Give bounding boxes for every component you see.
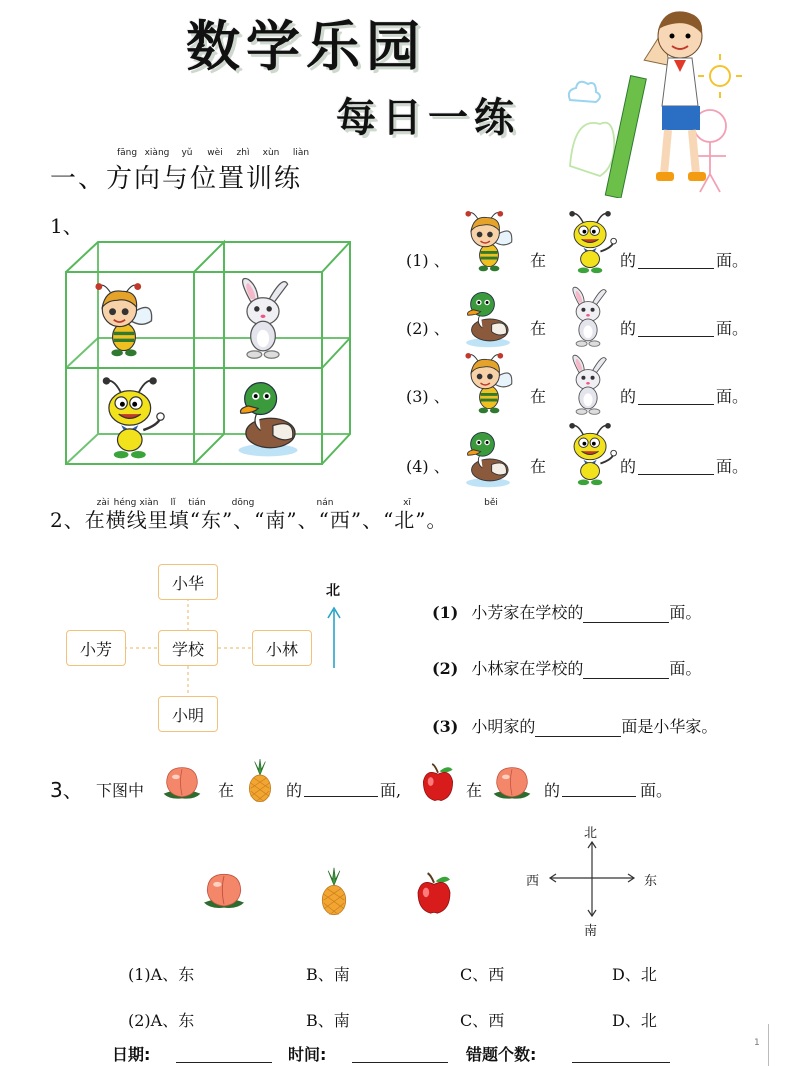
question2-item <box>432 600 772 622</box>
de-text: 的 <box>620 251 637 270</box>
answer-blank[interactable] <box>304 780 378 797</box>
question1-item <box>406 350 786 422</box>
peach-icon <box>158 760 206 806</box>
pinyin: héng <box>113 498 137 508</box>
item-number: (3) 、 <box>406 387 450 406</box>
zai-text: 在 <box>530 387 547 406</box>
pinyin: tián <box>188 498 206 508</box>
q3-text-6: 的 <box>544 781 561 800</box>
errors-blank[interactable] <box>572 1046 670 1063</box>
pinyin: xiàng <box>144 148 170 158</box>
question-suffix: 面。 <box>669 603 702 622</box>
question-suffix: 面。 <box>669 659 702 678</box>
mian-text: 面。 <box>716 251 749 270</box>
q3-text-1: 下图中 <box>96 781 145 800</box>
option-2a[interactable]: (2)A、东 <box>128 1011 195 1030</box>
box-school: 学校 <box>158 630 218 666</box>
compass-north-label: 北 <box>584 826 598 841</box>
pinyin: dōng <box>231 498 255 508</box>
page-subtitle: 每日一练 <box>336 94 520 141</box>
rabbit-icon <box>560 354 616 418</box>
duck-icon <box>460 286 516 350</box>
answer-blank[interactable] <box>638 456 714 475</box>
de-text: 的 <box>620 319 637 338</box>
item-number: (1) <box>432 603 459 622</box>
pinyin: nán <box>316 498 334 508</box>
zai-text: 在 <box>530 457 547 476</box>
apple-icon <box>416 760 460 806</box>
section1-heading: 一、方向与位置训练 <box>50 164 303 194</box>
bee-icon <box>460 210 518 276</box>
boy-with-pencil-illustration <box>560 6 760 198</box>
pinyin: yǔ <box>181 148 193 158</box>
box-xiaohua: 小华 <box>158 564 218 600</box>
rabbit-icon <box>560 286 616 350</box>
pinyin: zhì <box>236 148 250 158</box>
item-number: (3) <box>432 717 459 736</box>
compass-diagram <box>544 838 640 920</box>
page-title: 数学乐园 <box>186 14 426 78</box>
q3-text-3: 的 <box>286 781 303 800</box>
peach-icon <box>198 866 250 916</box>
q3-text-2: 在 <box>218 781 235 800</box>
page-edge-line <box>768 1024 769 1066</box>
answer-blank[interactable] <box>638 318 714 337</box>
answer-blank[interactable] <box>535 720 621 737</box>
item-number: (1) 、 <box>406 251 450 270</box>
q3-text-7: 面。 <box>640 781 673 800</box>
answer-blank[interactable] <box>583 606 669 623</box>
answer-blank[interactable] <box>638 250 714 269</box>
apple-icon <box>410 868 458 920</box>
answer-blank[interactable] <box>583 662 669 679</box>
option-2d[interactable]: D、北 <box>612 1011 657 1030</box>
page-number: 1 <box>754 1038 760 1048</box>
pinyin: xùn <box>262 148 280 158</box>
question-text: 小芳家在学校的 <box>471 603 584 622</box>
cube-grid-diagram <box>60 238 360 470</box>
compass-east-label: 东 <box>644 874 658 889</box>
compass-south-label: 南 <box>584 924 598 939</box>
option-1d[interactable]: D、北 <box>612 965 657 984</box>
footer-date-label: 日期: <box>112 1045 151 1064</box>
bee-icon <box>460 352 518 418</box>
answer-blank[interactable] <box>638 386 714 405</box>
pinyin: fāng <box>116 148 138 158</box>
pinyin: xiàn <box>139 498 159 508</box>
question3-number: 3、 <box>50 778 83 802</box>
ant-icon <box>562 210 620 276</box>
answer-blank[interactable] <box>562 780 636 797</box>
mian-text: 面。 <box>716 387 749 406</box>
de-text: 的 <box>620 387 637 406</box>
question2-item <box>432 656 772 678</box>
footer-errors-label: 错题个数: <box>466 1045 537 1064</box>
time-blank[interactable] <box>352 1046 448 1063</box>
question2-item <box>432 714 772 736</box>
question1-item <box>406 420 786 492</box>
section2-heading: 2、在横线里填“东”、“南”、“西”、“北”。 <box>50 508 448 532</box>
peach-icon <box>488 760 536 806</box>
box-xiaofang: 小芳 <box>66 630 126 666</box>
item-number: (2) 、 <box>406 319 450 338</box>
question-text: 小林家在学校的 <box>471 659 584 678</box>
option-2b[interactable]: B、南 <box>306 1011 350 1030</box>
option-1b[interactable]: B、南 <box>306 965 350 984</box>
pinyin: liàn <box>292 148 310 158</box>
mian-text: 面。 <box>716 457 749 476</box>
q3-text-4: 面, <box>380 781 402 800</box>
question-suffix: 面是小华家。 <box>621 717 718 736</box>
zai-text: 在 <box>530 319 547 338</box>
duck-icon <box>460 426 516 490</box>
question1-item <box>406 280 786 352</box>
pineapple-icon <box>240 756 280 806</box>
q3-text-5: 在 <box>466 781 483 800</box>
date-blank[interactable] <box>176 1046 272 1063</box>
pinyin: wèi <box>207 148 223 158</box>
item-number: (2) <box>432 659 459 678</box>
pinyin: lǐ <box>170 498 176 508</box>
question-text: 小明家的 <box>471 717 536 736</box>
ant-icon <box>562 422 620 488</box>
pinyin: zài <box>96 498 110 508</box>
option-1c[interactable]: C、西 <box>460 965 505 984</box>
box-xiaoming: 小明 <box>158 696 218 732</box>
item-number: (4) 、 <box>406 457 450 476</box>
zai-text: 在 <box>530 251 547 270</box>
pinyin: xī <box>403 498 411 508</box>
mian-text: 面。 <box>716 319 749 338</box>
question1-number: 1、 <box>50 214 83 238</box>
footer-time-label: 时间: <box>288 1045 327 1064</box>
north-arrow-icon <box>324 604 344 670</box>
north-label: 北 <box>326 583 340 599</box>
question1-item <box>406 210 786 282</box>
de-text: 的 <box>620 457 637 476</box>
pineapple-icon <box>312 864 356 920</box>
option-2c[interactable]: C、西 <box>460 1011 505 1030</box>
box-xiaolin: 小林 <box>252 630 312 666</box>
compass-west-label: 西 <box>526 874 540 889</box>
option-1a[interactable]: (1)A、东 <box>128 965 195 984</box>
pinyin: běi <box>484 498 498 508</box>
